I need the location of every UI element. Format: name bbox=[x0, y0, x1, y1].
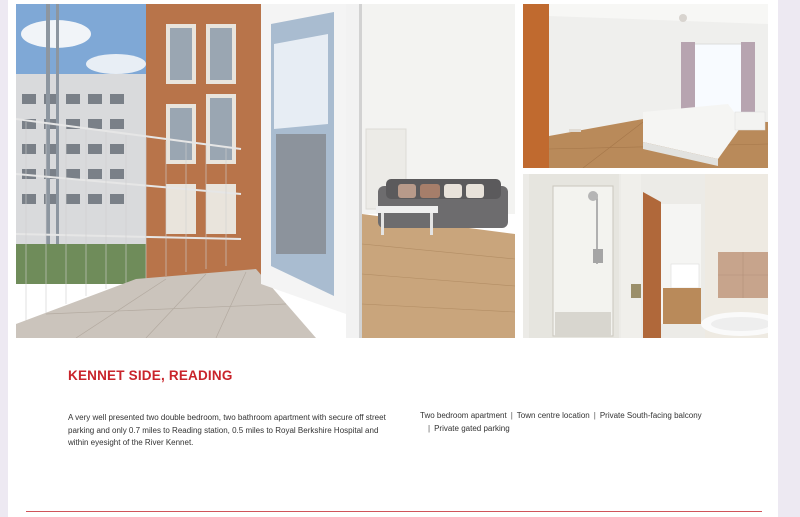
photo-bathroom bbox=[523, 174, 768, 338]
feature-list bbox=[420, 409, 735, 435]
photo-bedroom bbox=[523, 4, 768, 168]
listing-title: KENNET SIDE, READING bbox=[68, 368, 233, 383]
feature-item: Town centre location bbox=[516, 411, 590, 420]
brochure-page bbox=[8, 0, 778, 517]
listing-description: A very well presented two double bedroom, two bathroom apartment with secure off street parking and only 0.7 miles to Reading station, 0.5 miles to Royal Berkshire Hospital and within eyesight of the River Kennet. bbox=[68, 413, 386, 447]
photo-balcony-living-room bbox=[16, 4, 515, 338]
feature-item: Private gated parking bbox=[434, 424, 510, 433]
feature-separator: | bbox=[510, 411, 513, 420]
feature-item: Private South-facing balcony bbox=[599, 411, 702, 420]
feature-item: Two bedroom apartment bbox=[420, 411, 507, 420]
footer-divider bbox=[26, 511, 762, 512]
feature-separator: | bbox=[428, 424, 431, 433]
feature-separator: | bbox=[593, 411, 596, 420]
